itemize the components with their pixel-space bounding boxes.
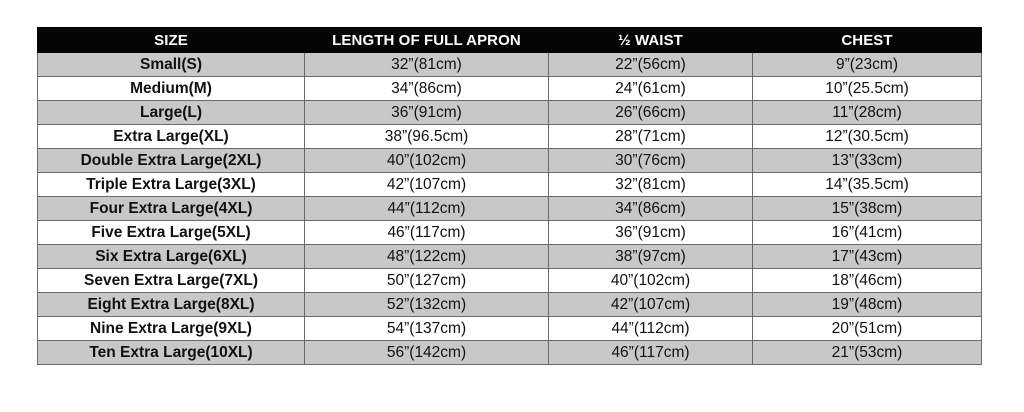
chest-cell: 18”(46cm) bbox=[753, 269, 982, 293]
half-waist-cell: 32”(81cm) bbox=[549, 173, 753, 197]
size-cell: Extra Large(XL) bbox=[38, 125, 305, 149]
chest-cell: 15”(38cm) bbox=[753, 197, 982, 221]
table-row bbox=[38, 101, 982, 125]
apron-length-cell: 38”(96.5cm) bbox=[305, 125, 549, 149]
chest-cell: 10”(25.5cm) bbox=[753, 77, 982, 101]
size-cell: Medium(M) bbox=[38, 77, 305, 101]
apron-length-cell: 50”(127cm) bbox=[305, 269, 549, 293]
table-row bbox=[38, 317, 982, 341]
apron-length-cell: 56”(142cm) bbox=[305, 341, 549, 365]
size-cell: Small(S) bbox=[38, 53, 305, 77]
table-row bbox=[38, 173, 982, 197]
chest-cell: 12”(30.5cm) bbox=[753, 125, 982, 149]
table-body bbox=[38, 53, 982, 365]
apron-length-cell: 52”(132cm) bbox=[305, 293, 549, 317]
table-row bbox=[38, 245, 982, 269]
chest-cell: 14”(35.5cm) bbox=[753, 173, 982, 197]
half-waist-cell: 42”(107cm) bbox=[549, 293, 753, 317]
chest-cell: 20”(51cm) bbox=[753, 317, 982, 341]
table-row bbox=[38, 125, 982, 149]
size-cell: Double Extra Large(2XL) bbox=[38, 149, 305, 173]
size-cell: Large(L) bbox=[38, 101, 305, 125]
half-waist-cell: 40”(102cm) bbox=[549, 269, 753, 293]
size-cell: Eight Extra Large(8XL) bbox=[38, 293, 305, 317]
half-waist-cell: 28”(71cm) bbox=[549, 125, 753, 149]
chest-cell: 11”(28cm) bbox=[753, 101, 982, 125]
size-cell: Triple Extra Large(3XL) bbox=[38, 173, 305, 197]
half-waist-cell: 38”(97cm) bbox=[549, 245, 753, 269]
size-cell: Nine Extra Large(9XL) bbox=[38, 317, 305, 341]
apron-length-cell: 40”(102cm) bbox=[305, 149, 549, 173]
header-chest: CHEST bbox=[753, 28, 982, 53]
size-chart-table bbox=[37, 27, 982, 365]
apron-length-cell: 44”(112cm) bbox=[305, 197, 549, 221]
half-waist-cell: 30”(76cm) bbox=[549, 149, 753, 173]
table-row bbox=[38, 53, 982, 77]
table-row bbox=[38, 269, 982, 293]
apron-length-cell: 48”(122cm) bbox=[305, 245, 549, 269]
chest-cell: 17”(43cm) bbox=[753, 245, 982, 269]
header-half-waist: ½ WAIST bbox=[549, 28, 753, 53]
chest-cell: 9”(23cm) bbox=[753, 53, 982, 77]
size-cell: Four Extra Large(4XL) bbox=[38, 197, 305, 221]
apron-length-cell: 34”(86cm) bbox=[305, 77, 549, 101]
half-waist-cell: 24”(61cm) bbox=[549, 77, 753, 101]
apron-length-cell: 32”(81cm) bbox=[305, 53, 549, 77]
chest-cell: 19”(48cm) bbox=[753, 293, 982, 317]
size-cell: Six Extra Large(6XL) bbox=[38, 245, 305, 269]
half-waist-cell: 26”(66cm) bbox=[549, 101, 753, 125]
half-waist-cell: 22”(56cm) bbox=[549, 53, 753, 77]
table-row bbox=[38, 149, 982, 173]
table-row bbox=[38, 197, 982, 221]
chest-cell: 21”(53cm) bbox=[753, 341, 982, 365]
half-waist-cell: 46”(117cm) bbox=[549, 341, 753, 365]
chest-cell: 16”(41cm) bbox=[753, 221, 982, 245]
half-waist-cell: 44”(112cm) bbox=[549, 317, 753, 341]
size-cell: Seven Extra Large(7XL) bbox=[38, 269, 305, 293]
size-cell: Five Extra Large(5XL) bbox=[38, 221, 305, 245]
table-row bbox=[38, 341, 982, 365]
header-size: SIZE bbox=[38, 28, 305, 53]
table-row bbox=[38, 293, 982, 317]
apron-length-cell: 54”(137cm) bbox=[305, 317, 549, 341]
size-cell: Ten Extra Large(10XL) bbox=[38, 341, 305, 365]
header-apron-length: LENGTH OF FULL APRON bbox=[305, 28, 549, 53]
half-waist-cell: 36”(91cm) bbox=[549, 221, 753, 245]
apron-length-cell: 36”(91cm) bbox=[305, 101, 549, 125]
half-waist-cell: 34”(86cm) bbox=[549, 197, 753, 221]
table-row bbox=[38, 77, 982, 101]
apron-length-cell: 42”(107cm) bbox=[305, 173, 549, 197]
apron-length-cell: 46”(117cm) bbox=[305, 221, 549, 245]
table-row bbox=[38, 221, 982, 245]
chest-cell: 13”(33cm) bbox=[753, 149, 982, 173]
header-row bbox=[38, 28, 982, 53]
